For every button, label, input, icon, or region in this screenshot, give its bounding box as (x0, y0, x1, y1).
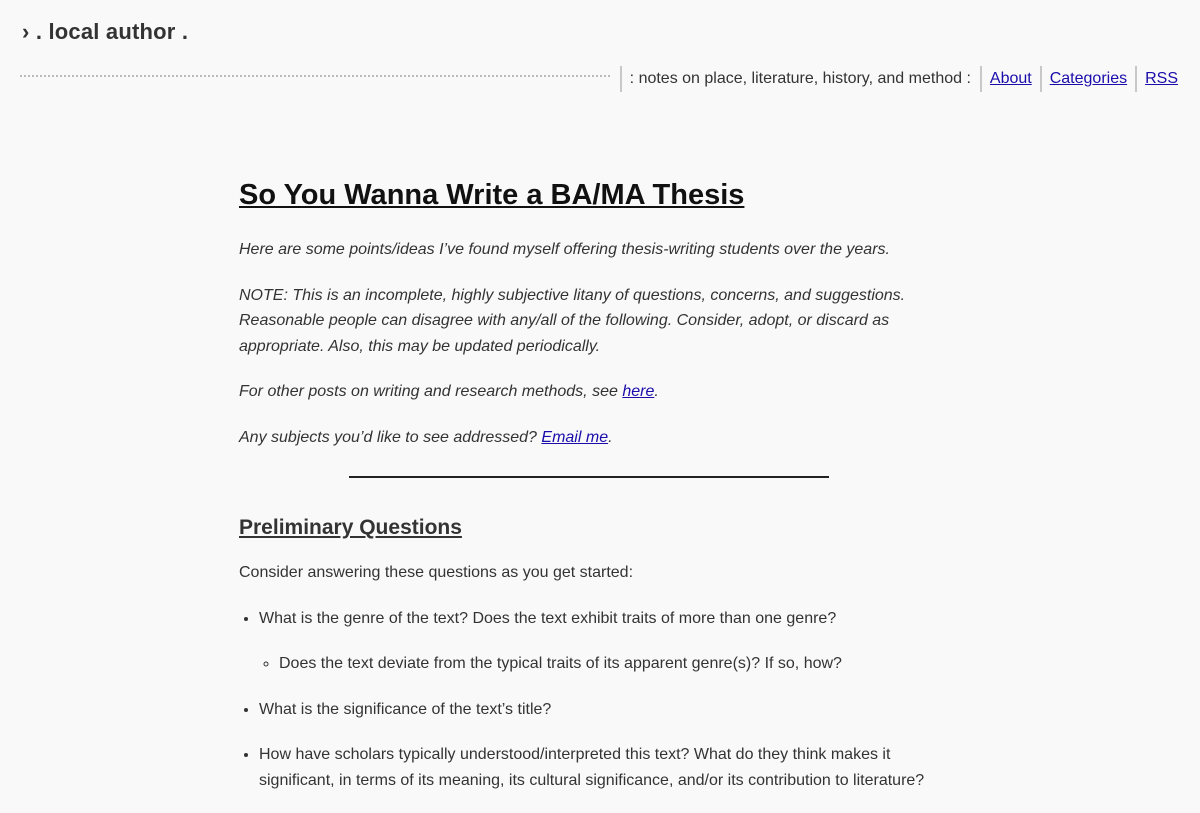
question-text: What is the genre of the text? Does the text exhibit traits of more than one genre? (259, 609, 837, 627)
question-list (239, 606, 939, 794)
main-nav (620, 66, 1186, 92)
contact-text: Any subjects you’d like to see addressed? (239, 428, 542, 446)
related-posts-link[interactable]: here (622, 383, 655, 400)
site-tagline: : notes on place, literature, history, and method : (629, 70, 971, 87)
post-title (239, 175, 939, 215)
list-item: ◦ Does the text deviate from the typical traits of its apparent genre(s)? If so, how? (279, 651, 939, 677)
site-header (0, 0, 1200, 110)
section-separator (349, 456, 829, 478)
intro-paragraph: Here are some points/ideas I’ve found myself offering thesis-writing students over the years. (239, 241, 890, 258)
header-dotted-divider (20, 75, 610, 77)
nav-link-rss[interactable]: RSS (1145, 70, 1178, 87)
contact-paragraph (239, 425, 939, 451)
post-title-link[interactable]: So You Wanna Write a BA/MA Thesis (239, 179, 745, 211)
list-item (259, 606, 939, 677)
section-heading (239, 514, 939, 542)
section-lead-text: Consider answering these questions as you get started: (239, 564, 634, 581)
related-posts-suffix: . (654, 383, 659, 400)
note-paragraph: NOTE: This is an incomplete, highly subjective litany of questions, concerns, and suggestions. Reasonable people can disagree with any/all of the following. Consider, adopt, or discard as appropriate. Also, this may be updated periodically. (239, 286, 906, 355)
list-item: • How have scholars typically understood/interpreted this text? What do they think makes it significant, in terms of its meaning, its cultural significance, and/or its contribution to literature? (259, 742, 939, 793)
list-item: • What is the significance of the text’s title? (259, 697, 939, 723)
nav-link-categories[interactable]: Categories (1049, 70, 1128, 87)
nested-question-list (259, 651, 939, 677)
post-content (239, 175, 939, 813)
nav-link-about[interactable]: About (989, 70, 1032, 87)
related-posts-text: For other posts on writing and research methods, see (239, 383, 623, 400)
section-heading-link[interactable]: Preliminary Questions (239, 516, 462, 539)
related-posts-paragraph (239, 379, 939, 405)
email-me-link[interactable]: Email me (541, 428, 609, 446)
contact-suffix: . (608, 428, 613, 446)
site-title-link[interactable]: › . local author . (22, 19, 189, 44)
